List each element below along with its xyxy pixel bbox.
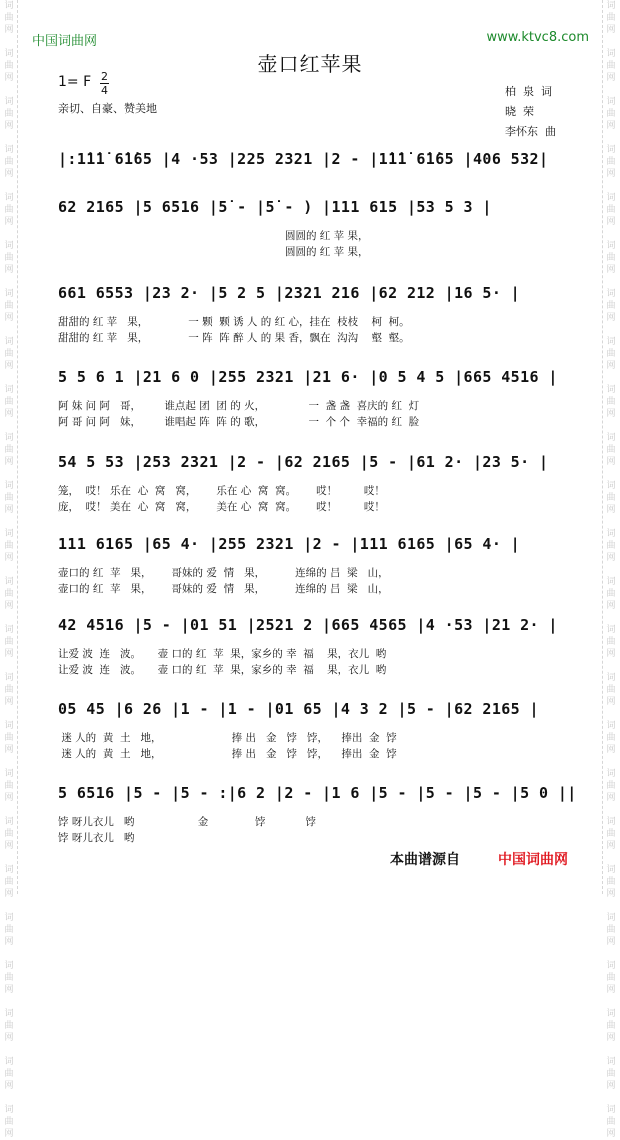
notation-row: 62 2165 |5 6516 |5̇ - |5̇ - ) |111 615 |53 5 3 | [58,198,492,216]
notation-row: |:1̇1̇1̇ 6̇1̇65 |4 ·53 |225 2321 |2 - |1̇1̇1̇ 6̇1̇65 |406 532| [58,150,549,168]
lyric-verse-2: 让爱 波 连 波。 壶 口的 红 苹 果，家乡的 幸 福 果，衣儿 哟 [58,664,387,676]
lyric-verse-1: 让爱 波 连 波。 壶 口的 红 苹 果，家乡的 幸 福 果，衣儿 哟 [58,648,387,660]
lyric-verse-2: 圆圆的 红 苹 果， [58,246,369,258]
staff-line-9 [58,782,578,842]
credit-composer: 李怀东 曲 [505,125,556,138]
notation-row: 5 5 6 1 |21 6 0 |255 2321 |21 6· |0 5 4 5 |665 4516 | [58,368,558,386]
lyric-verse-1: 阿 妹 问 阿 哥， 谁点起 团 团 的 火， 一 盏 盏 喜庆的 红 灯 [58,400,420,412]
lyric-verse-2: 庞， 哎！ 美在 心 窝 窝， 美在 心 窝 窝。 哎！ 哎！ [58,501,385,513]
lyric-verse-1: 圆圆的 红 苹 果， [58,230,369,242]
notation-row: 05 45 |6 26 |1 - |1 - |01 65 |4 3 2 |5 - |62 2165 | [58,700,539,718]
credits [505,82,556,142]
watermark-left: 词 曲 网 词 曲 网 词 曲 网 词 曲 网 词 曲 网 词 曲 网 词 曲 网 词 曲 网 词 曲 网 词 曲 网 词 曲 网 词 曲 网 词 曲 网 词 曲 网 词 曲 网 词 曲 网 词 曲 网 词 曲 网 词 曲 网 词 曲 网 词 曲 网 词 曲 网 词 曲 网 词 曲 网 [4,1,14,1139]
lyric-verse-1: 壶口的 红 苹 果， 哥妹的 爱 情 果， 连绵的 吕 梁 山， [58,567,389,579]
staff-line-6 [58,533,578,593]
source-site: 中国词曲网 [498,852,568,868]
staff-line-2 [58,196,578,256]
notation-row: 111 6165 |65 4· |255 2321 |2 - |111 6165 |65 4· | [58,535,521,553]
staff-line-5 [58,451,578,511]
lyric-verse-1: 迷 人的 黄 土 地， 捧 出 金 饽 饽， 捧出 金 饽 [58,732,397,744]
key-signature: 1= F [58,74,92,90]
lyric-verse-2: 甜甜的 红 苹 果， 一 阵 阵 醉 人 的 果 香，飘在 沟沟 壑 壑。 [58,332,410,344]
lyric-verse-1: 饽 呀儿衣儿 哟 金 饽 饽 [58,816,317,828]
staff-line-7 [58,614,578,674]
site-url-right: www.ktvc8.com [486,30,589,45]
staff-line-3 [58,282,578,342]
lyric-verse-2: 饽 呀儿衣儿 哟 [58,832,135,844]
lyric-verse-1: 笼， 哎！ 乐在 心 窝 窝， 乐在 心 窝 窝。 哎！ 哎！ [58,485,385,497]
lyric-verse-2: 迷 人的 黄 土 地， 捧 出 金 饽 饽， 捧出 金 饽 [58,748,397,760]
credit-lyricist-2: 晓 荣 [505,105,534,118]
notation-row: 661 6553 |23 2· |5 2 5 |2321 216 |62 212 |16 5· | [58,284,521,302]
staff-line-4 [58,366,578,426]
watermark-right: 词 曲 网 词 曲 网 词 曲 网 词 曲 网 词 曲 网 词 曲 网 词 曲 网 词 曲 网 词 曲 网 词 曲 网 词 曲 网 词 曲 网 词 曲 网 词 曲 网 词 曲 网 词 曲 网 词 曲 网 词 曲 网 词 曲 网 词 曲 网 词 曲 网 词 曲 网 词 曲 网 词 曲 网 [606,1,616,1139]
right-margin-line [602,0,603,894]
notation-row: 54 5 53 |253 2321 |2 - |62 2165 |5 - |61 2· |23 5· | [58,453,549,471]
meter-top: 2 [101,70,108,83]
lyric-verse-2: 壶口的 红 苹 果， 哥妹的 爱 情 果， 连绵的 吕 梁 山， [58,583,389,595]
notation-row: 5 6516 |5 - |5 - :|6 2 |2 - |1 6 |5 - |5 - |5 - |5 0 || [58,784,577,802]
performance-style: 亲切、自豪、赞美地 [58,102,157,115]
lyric-verse-1: 甜甜的 红 苹 果， 一 颗 颗 诱 人 的 红 心，挂在 枝枝 柯 柯。 [58,316,410,328]
song-title: 壶口红苹果 [257,52,363,76]
source-label: 本曲谱源自 [390,852,460,868]
left-margin-line [17,0,18,894]
site-name-left: 中国词曲网 [32,34,98,49]
staff-line-8 [58,698,578,758]
lyric-verse-2: 阿 哥 问 阿 妹， 谁唱起 阵 阵 的 歌， 一 个 个 幸福的 红 脸 [58,416,420,428]
notation-row: 42 4516 |5 - |01 51 |2521 2 |665 4565 |4 ·53 |21 2· | [58,616,558,634]
credit-lyricist-1: 柏 泉 词 [505,85,552,98]
time-signature [100,71,109,96]
meter-bottom: 4 [101,84,108,97]
